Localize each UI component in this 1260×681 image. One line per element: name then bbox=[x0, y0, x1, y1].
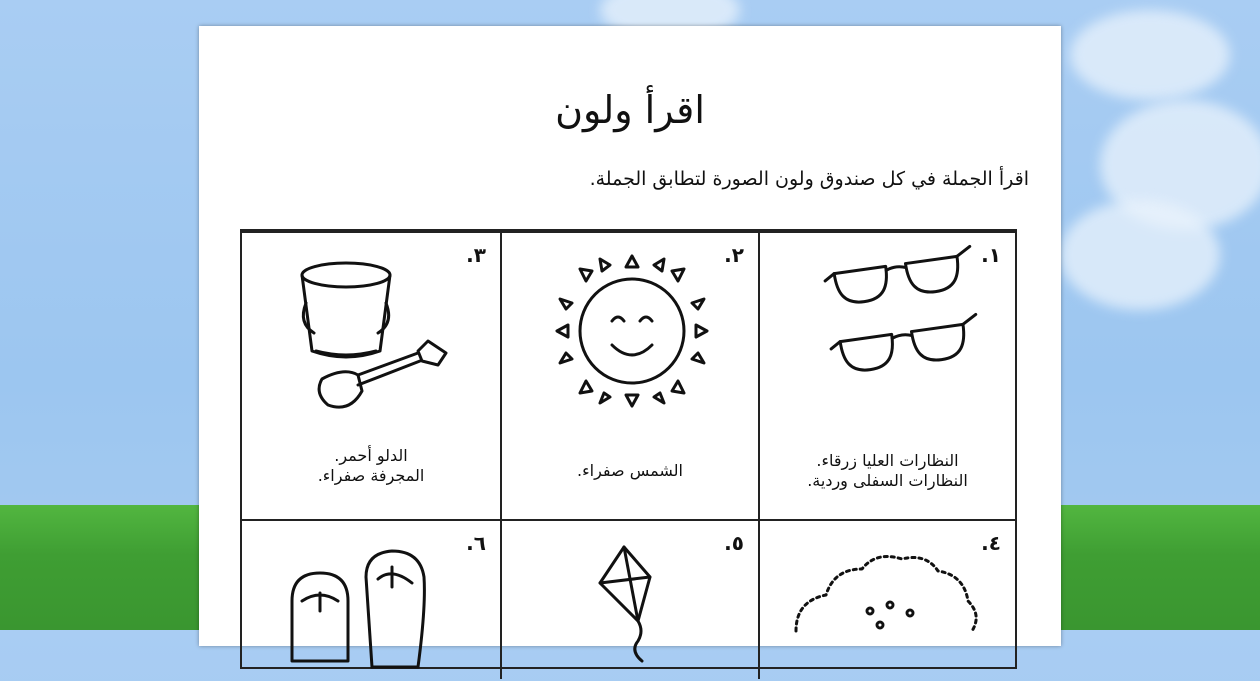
bucket-and-spade-icon bbox=[242, 233, 500, 433]
cell-caption bbox=[502, 461, 758, 481]
grid-cell-4 bbox=[758, 519, 1015, 679]
smiling-sun-icon bbox=[502, 233, 760, 433]
instruction-text: اقرأ الجملة في كل صندوق ولون الصورة لتطابق الجملة. bbox=[589, 168, 1029, 190]
cell-caption bbox=[760, 451, 1015, 491]
grid-cell-2 bbox=[500, 231, 758, 519]
caption-line: الشمس صفراء. bbox=[577, 461, 683, 480]
picture-grid bbox=[240, 229, 1017, 669]
caption-line: النظارات العليا زرقاء. bbox=[816, 451, 959, 470]
sunglasses-icon bbox=[760, 233, 1017, 433]
worksheet-page bbox=[199, 26, 1061, 646]
grid-cell-3 bbox=[242, 231, 500, 519]
page-title: اقرأ ولون bbox=[555, 88, 705, 132]
cloud bbox=[1060, 200, 1220, 310]
cell-number: ٤. bbox=[981, 531, 1001, 555]
cell-number: ٥. bbox=[724, 531, 744, 555]
grid-cell-1 bbox=[758, 231, 1015, 519]
caption-line: الدلو أحمر. bbox=[334, 446, 408, 465]
cell-number: ١. bbox=[981, 243, 1001, 267]
flip-flops-icon bbox=[242, 521, 500, 681]
cloud bbox=[1070, 10, 1230, 100]
bush-icon bbox=[760, 521, 1017, 681]
caption-line: النظارات السفلى وردية. bbox=[807, 471, 968, 490]
grid-cell-5 bbox=[500, 519, 758, 679]
cell-caption bbox=[242, 446, 500, 486]
caption-line: المجرفة صفراء. bbox=[317, 466, 425, 485]
cell-number: ٣. bbox=[466, 243, 486, 267]
grid-cell-6 bbox=[242, 519, 500, 679]
kite-icon bbox=[502, 521, 760, 681]
cell-number: ٦. bbox=[466, 531, 486, 555]
cell-number: ٢. bbox=[724, 243, 744, 267]
